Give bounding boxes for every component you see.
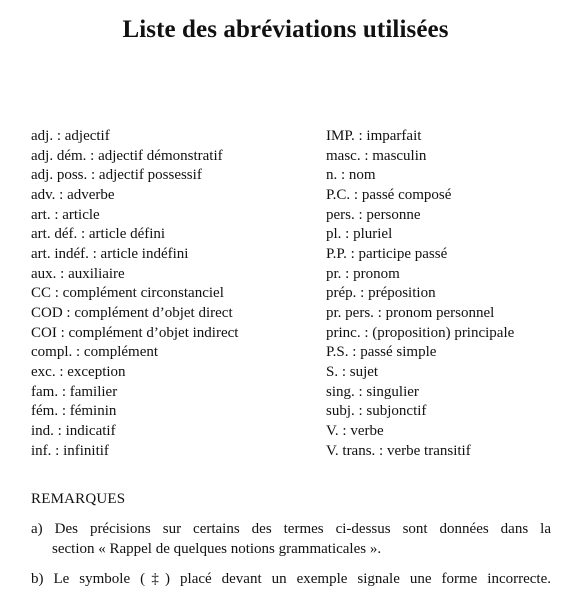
abbreviation-entry: art. indéf. : article indéfini [31, 245, 189, 262]
abbreviation-entry: V. : verbe [326, 422, 384, 439]
abbreviation-entry: S. : sujet [326, 363, 379, 380]
abbreviation-entry: adj. : adjectif [31, 128, 110, 144]
remark-a [31, 519, 551, 559]
abbreviation-entry: compl. : complément [31, 344, 159, 361]
abbreviation-entry: ind. : indicatif [31, 422, 116, 439]
abbreviation-entry: CC : complément circonstanciel [31, 285, 224, 302]
abbreviation-entry: sing. : singulier [326, 383, 419, 400]
abbreviation-entry: fam. : familier [31, 383, 118, 400]
abbreviation-entry: exc. : exception [31, 363, 126, 380]
abbreviation-entry: IMP. : imparfait [326, 128, 422, 144]
abbreviation-entry: art. : article [31, 206, 100, 223]
abbreviation-entry: fém. : féminin [31, 403, 117, 420]
abbreviation-entry: masc. : masculin [326, 147, 427, 164]
abbreviation-entry: COI : complément d’objet indirect [31, 324, 239, 341]
abbreviation-entry: pers. : personne [326, 206, 421, 223]
abbreviation-entry: V. trans. : verbe transitif [326, 442, 471, 459]
abbreviation-entry: pl. : pluriel [326, 226, 393, 243]
remark-a-line-1: a) Des précisions sur certains des termes ci-dessus sont données dans la [31, 521, 551, 537]
abbreviation-entry: P.C. : passé composé [326, 186, 452, 203]
remark-a-line-2: section « Rappel de quelques notions grammaticales ». [52, 541, 382, 557]
page-title: Liste des abréviations utilisées [122, 16, 449, 43]
abbreviation-entry: princ. : (proposition) principale [326, 324, 515, 341]
abbreviation-entry: aux. : auxiliaire [31, 265, 125, 282]
abbreviation-entry: inf. : infinitif [31, 442, 109, 459]
abbreviation-entry: adv. : adverbe [31, 186, 115, 203]
abbreviation-entry: pr. : pronom [326, 265, 400, 282]
abbreviation-entry: prép. : préposition [326, 285, 436, 302]
abbreviation-entry: COD : complément d’objet direct [31, 304, 233, 321]
abbreviation-entry: P.S. : passé simple [326, 344, 437, 361]
abbreviation-entry: adj. dém. : adjectif démonstratif [31, 147, 223, 164]
abbreviations-left-column [31, 127, 316, 461]
abbreviation-entry: art. déf. : article défini [31, 226, 166, 243]
abbreviation-entry: adj. poss. : adjectif possessif [31, 167, 202, 184]
abbreviation-entry: P.P. : participe passé [326, 245, 448, 262]
abbreviation-entry: pr. pers. : pronom personnel [326, 304, 495, 321]
abbreviation-entry: n. : nom [326, 167, 376, 184]
remarks-heading: REMARQUES [31, 491, 126, 507]
remark-b [31, 569, 551, 589]
abbreviation-entry: subj. : subjonctif [326, 403, 427, 420]
remark-b-line-1: b) Le symbole (‡) placé devant un exemple signale une forme incorrecte. [31, 571, 551, 587]
abbreviations-right-column [326, 127, 566, 461]
